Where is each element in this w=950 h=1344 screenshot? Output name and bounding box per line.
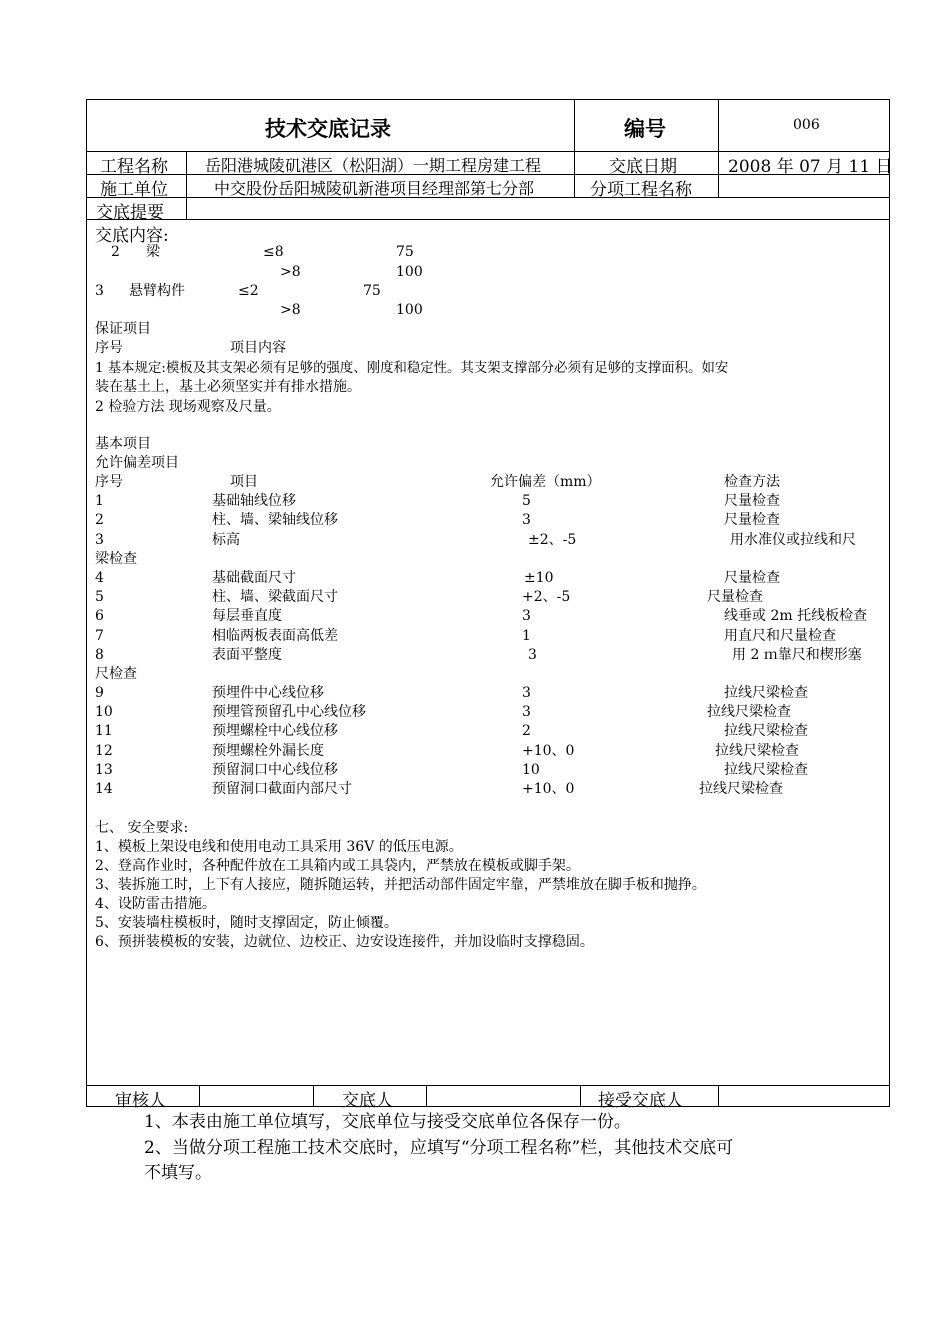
tolerance-row-item: 每层垂直度 xyxy=(212,608,282,624)
receiver-label: 接受交底人 xyxy=(598,1091,683,1111)
reviewer-label: 审核人 xyxy=(115,1091,166,1111)
tolerance-row-method: 用 2 ｍ靠尺和楔形塞 xyxy=(732,647,862,663)
tolerance-row-method: 尺量检查 xyxy=(724,493,780,509)
tolerance-row-item: 相临两板表面高低差 xyxy=(212,628,338,644)
cantilever-no: 3 xyxy=(95,283,104,299)
disclosure-form xyxy=(86,99,890,1107)
tolerance-row-dev: 3 xyxy=(522,512,531,528)
number-label: 编号 xyxy=(624,116,666,141)
beam-range: ≤8 xyxy=(263,244,284,260)
tolerance-row-no: 1 xyxy=(95,493,104,509)
col-divider xyxy=(313,1085,314,1107)
safety-item: 2、登高作业时，各种配件放在工具箱内或工具袋内，严禁放在模板或脚手架。 xyxy=(95,858,580,874)
col-divider xyxy=(580,1085,581,1107)
tolerance-row-dev: 5 xyxy=(522,493,531,509)
safety-item: 3、装拆施工时，上下有人接应，随拆随运转，并把活动部件固定牢靠，严禁堆放在脚手板和抛挣。 xyxy=(95,877,706,893)
tolerance-row-no: 6 xyxy=(95,608,104,624)
tolerance-row-item: 预留洞口中心线位移 xyxy=(212,762,338,778)
beam-range: >8 xyxy=(280,264,301,280)
tolerance-row-dev: 2 xyxy=(522,723,531,739)
tolerance-row-item: 预埋螺栓中心线位移 xyxy=(212,723,338,739)
tolerance-row-item: 柱、墙、梁轴线位移 xyxy=(212,512,338,528)
col-divider xyxy=(426,1085,427,1107)
tolerance-row-method: 拉线尺梁检查 xyxy=(699,781,783,797)
col-divider xyxy=(186,151,187,219)
guarantee-col-no: 序号 xyxy=(95,340,123,356)
unit-value: 中交股份岳阳城陵矶新港项目经理部第七分部 xyxy=(214,179,535,198)
guarantee-col-content: 项目内容 xyxy=(230,340,286,356)
basic-heading: 基本项目 xyxy=(95,436,151,452)
tolerance-row-dev: 3 xyxy=(522,685,531,701)
tolerance-col-item: 项目 xyxy=(230,474,258,490)
cantilever-value: 100 xyxy=(396,302,423,318)
col-divider xyxy=(574,99,575,197)
cantilever-range: ≤2 xyxy=(238,283,259,299)
beam-value: 75 xyxy=(396,244,414,260)
tolerance-row-dev: ±2、-5 xyxy=(528,532,577,548)
date-value: 2008 年 07 月 11 日 xyxy=(728,157,893,177)
tolerance-row-item: 基础截面尺寸 xyxy=(212,570,296,586)
beam-name: 梁 xyxy=(146,244,160,260)
tolerance-row-method: 尺量检查 xyxy=(724,512,780,528)
tolerance-row-method: 尺量检查 xyxy=(707,589,763,605)
date-label: 交底日期 xyxy=(609,157,677,177)
tolerance-row-method: 拉线尺梁检查 xyxy=(715,743,799,759)
tolerance-col-no: 序号 xyxy=(95,474,123,490)
cantilever-range: >8 xyxy=(280,302,301,318)
project-name-label: 工程名称 xyxy=(100,157,168,177)
tolerance-row-method: 线垂或 2m 托线板检查 xyxy=(724,608,868,624)
tolerance-row-method: 拉线尺梁检查 xyxy=(707,704,791,720)
content-heading: 交底内容: xyxy=(95,226,169,246)
cantilever-value: 75 xyxy=(363,283,381,299)
tolerance-row-dev: +10、0 xyxy=(522,743,575,759)
row-divider xyxy=(86,1085,890,1086)
safety-heading: 七、 安全要求: xyxy=(95,820,189,836)
tolerance-row-no: 3 xyxy=(95,532,104,548)
tolerance-row-item: 基础轴线位移 xyxy=(212,493,296,509)
tolerance-row-no: 12 xyxy=(95,743,113,759)
tolerance-heading: 允许偏差项目 xyxy=(95,455,179,471)
tolerance-row-no: 2 xyxy=(95,512,104,528)
tolerance-row-item: 预埋管预留孔中心线位移 xyxy=(212,704,366,720)
tolerance-row-method: 用水准仪或拉线和尺 xyxy=(730,532,856,548)
tolerance-row-no: 5 xyxy=(95,589,104,605)
tolerance-row-no: 8 xyxy=(95,647,104,663)
tolerance-col-method: 检查方法 xyxy=(724,474,780,490)
tolerance-row-method: 拉线尺梁检查 xyxy=(724,762,808,778)
guarantee-item: 2 检验方法 现场观察及尺量。 xyxy=(95,399,281,415)
tolerance-row-no: 7 xyxy=(95,628,104,644)
tolerance-row-no: 13 xyxy=(95,762,113,778)
subproject-label: 分项工程名称 xyxy=(590,180,692,200)
tolerance-row-no: 4 xyxy=(95,570,104,586)
note-line: 2、当做分项工程施工技术交底时，应填写“分项工程名称”栏，其他技术交底可 xyxy=(144,1138,734,1158)
tolerance-row-method: 尺量检查 xyxy=(724,570,780,586)
tolerance-row-no: 10 xyxy=(95,704,113,720)
note-line: 不填写。 xyxy=(144,1163,212,1183)
tolerance-row-item: 预留洞口截面内部尺寸 xyxy=(212,781,352,797)
discloser-label: 交底人 xyxy=(342,1091,393,1111)
tolerance-row-dev: 3 xyxy=(522,704,531,720)
tolerance-row-dev: +10、0 xyxy=(522,781,575,797)
unit-label: 施工单位 xyxy=(100,180,168,200)
tolerance-row-item: 预埋螺栓外漏长度 xyxy=(212,743,324,759)
tolerance-row-no: 11 xyxy=(95,723,113,739)
tolerance-row-no: 14 xyxy=(95,781,113,797)
tolerance-row-no: 9 xyxy=(95,685,104,701)
safety-item: 1、模板上架设电线和使用电动工具采用 36V 的低压电源。 xyxy=(95,839,463,855)
tolerance-row-item: 柱、墙、梁截面尺寸 xyxy=(212,589,338,605)
tolerance-row-dev: +2、-5 xyxy=(522,589,571,605)
guarantee-heading: 保证项目 xyxy=(95,321,151,337)
cantilever-name: 悬臂构件 xyxy=(129,283,185,299)
row-divider xyxy=(86,219,890,220)
col-divider xyxy=(199,1085,200,1107)
summary-label: 交底提要 xyxy=(96,203,164,223)
safety-item: 4、设防雷击措施。 xyxy=(95,896,216,912)
project-name-value: 岳阳港城陵矶港区（松阳湖）一期工程房建工程 xyxy=(205,156,542,175)
beam-no: 2 xyxy=(111,244,120,260)
beam-value: 100 xyxy=(396,264,423,280)
tolerance-row-dev: 1 xyxy=(522,628,531,644)
guarantee-item: 1 基本规定:模板及其支架必须有足够的强度、刚度和稳定性。其支架支撑部分必须有足够的支撑面积。如安 xyxy=(95,361,729,376)
tolerance-col-dev: 允许偏差（mm） xyxy=(490,474,601,490)
col-divider xyxy=(718,99,719,197)
tolerance-row-method: 拉线尺梁检查 xyxy=(724,723,808,739)
number-value: 006 xyxy=(793,117,820,133)
tolerance-row-dev: 3 xyxy=(528,647,537,663)
tolerance-row-dev: 10 xyxy=(522,762,540,778)
tolerance-row-item: 标高 xyxy=(212,532,240,548)
tolerance-row-dev: ±10 xyxy=(524,570,554,586)
safety-item: 5、安装墙柱模板时，随时支撑固定，防止倾覆。 xyxy=(95,915,398,931)
tolerance-row-item: 表面平整度 xyxy=(212,647,282,663)
tolerance-row-method: 拉线尺梁检查 xyxy=(724,685,808,701)
note-line: 1、本表由施工单位填写，交底单位与接受交底单位各保存一份。 xyxy=(144,1112,631,1132)
safety-item: 6、预拼装模板的安装，边就位、边校正、边安设连接件，并加设临时支撑稳固。 xyxy=(95,934,594,950)
tolerance-row-item: 预埋件中心线位移 xyxy=(212,685,324,701)
row-continuation: 梁检查 xyxy=(95,551,137,567)
guarantee-item-cont: 装在基土上，基土必须坚实并有排水措施。 xyxy=(95,379,361,395)
row-continuation: 尺检查 xyxy=(95,666,137,682)
tolerance-row-method: 用直尺和尺量检查 xyxy=(724,628,836,644)
col-divider xyxy=(718,1085,719,1107)
form-title: 技术交底记录 xyxy=(265,116,391,141)
tolerance-row-dev: 3 xyxy=(522,608,531,624)
